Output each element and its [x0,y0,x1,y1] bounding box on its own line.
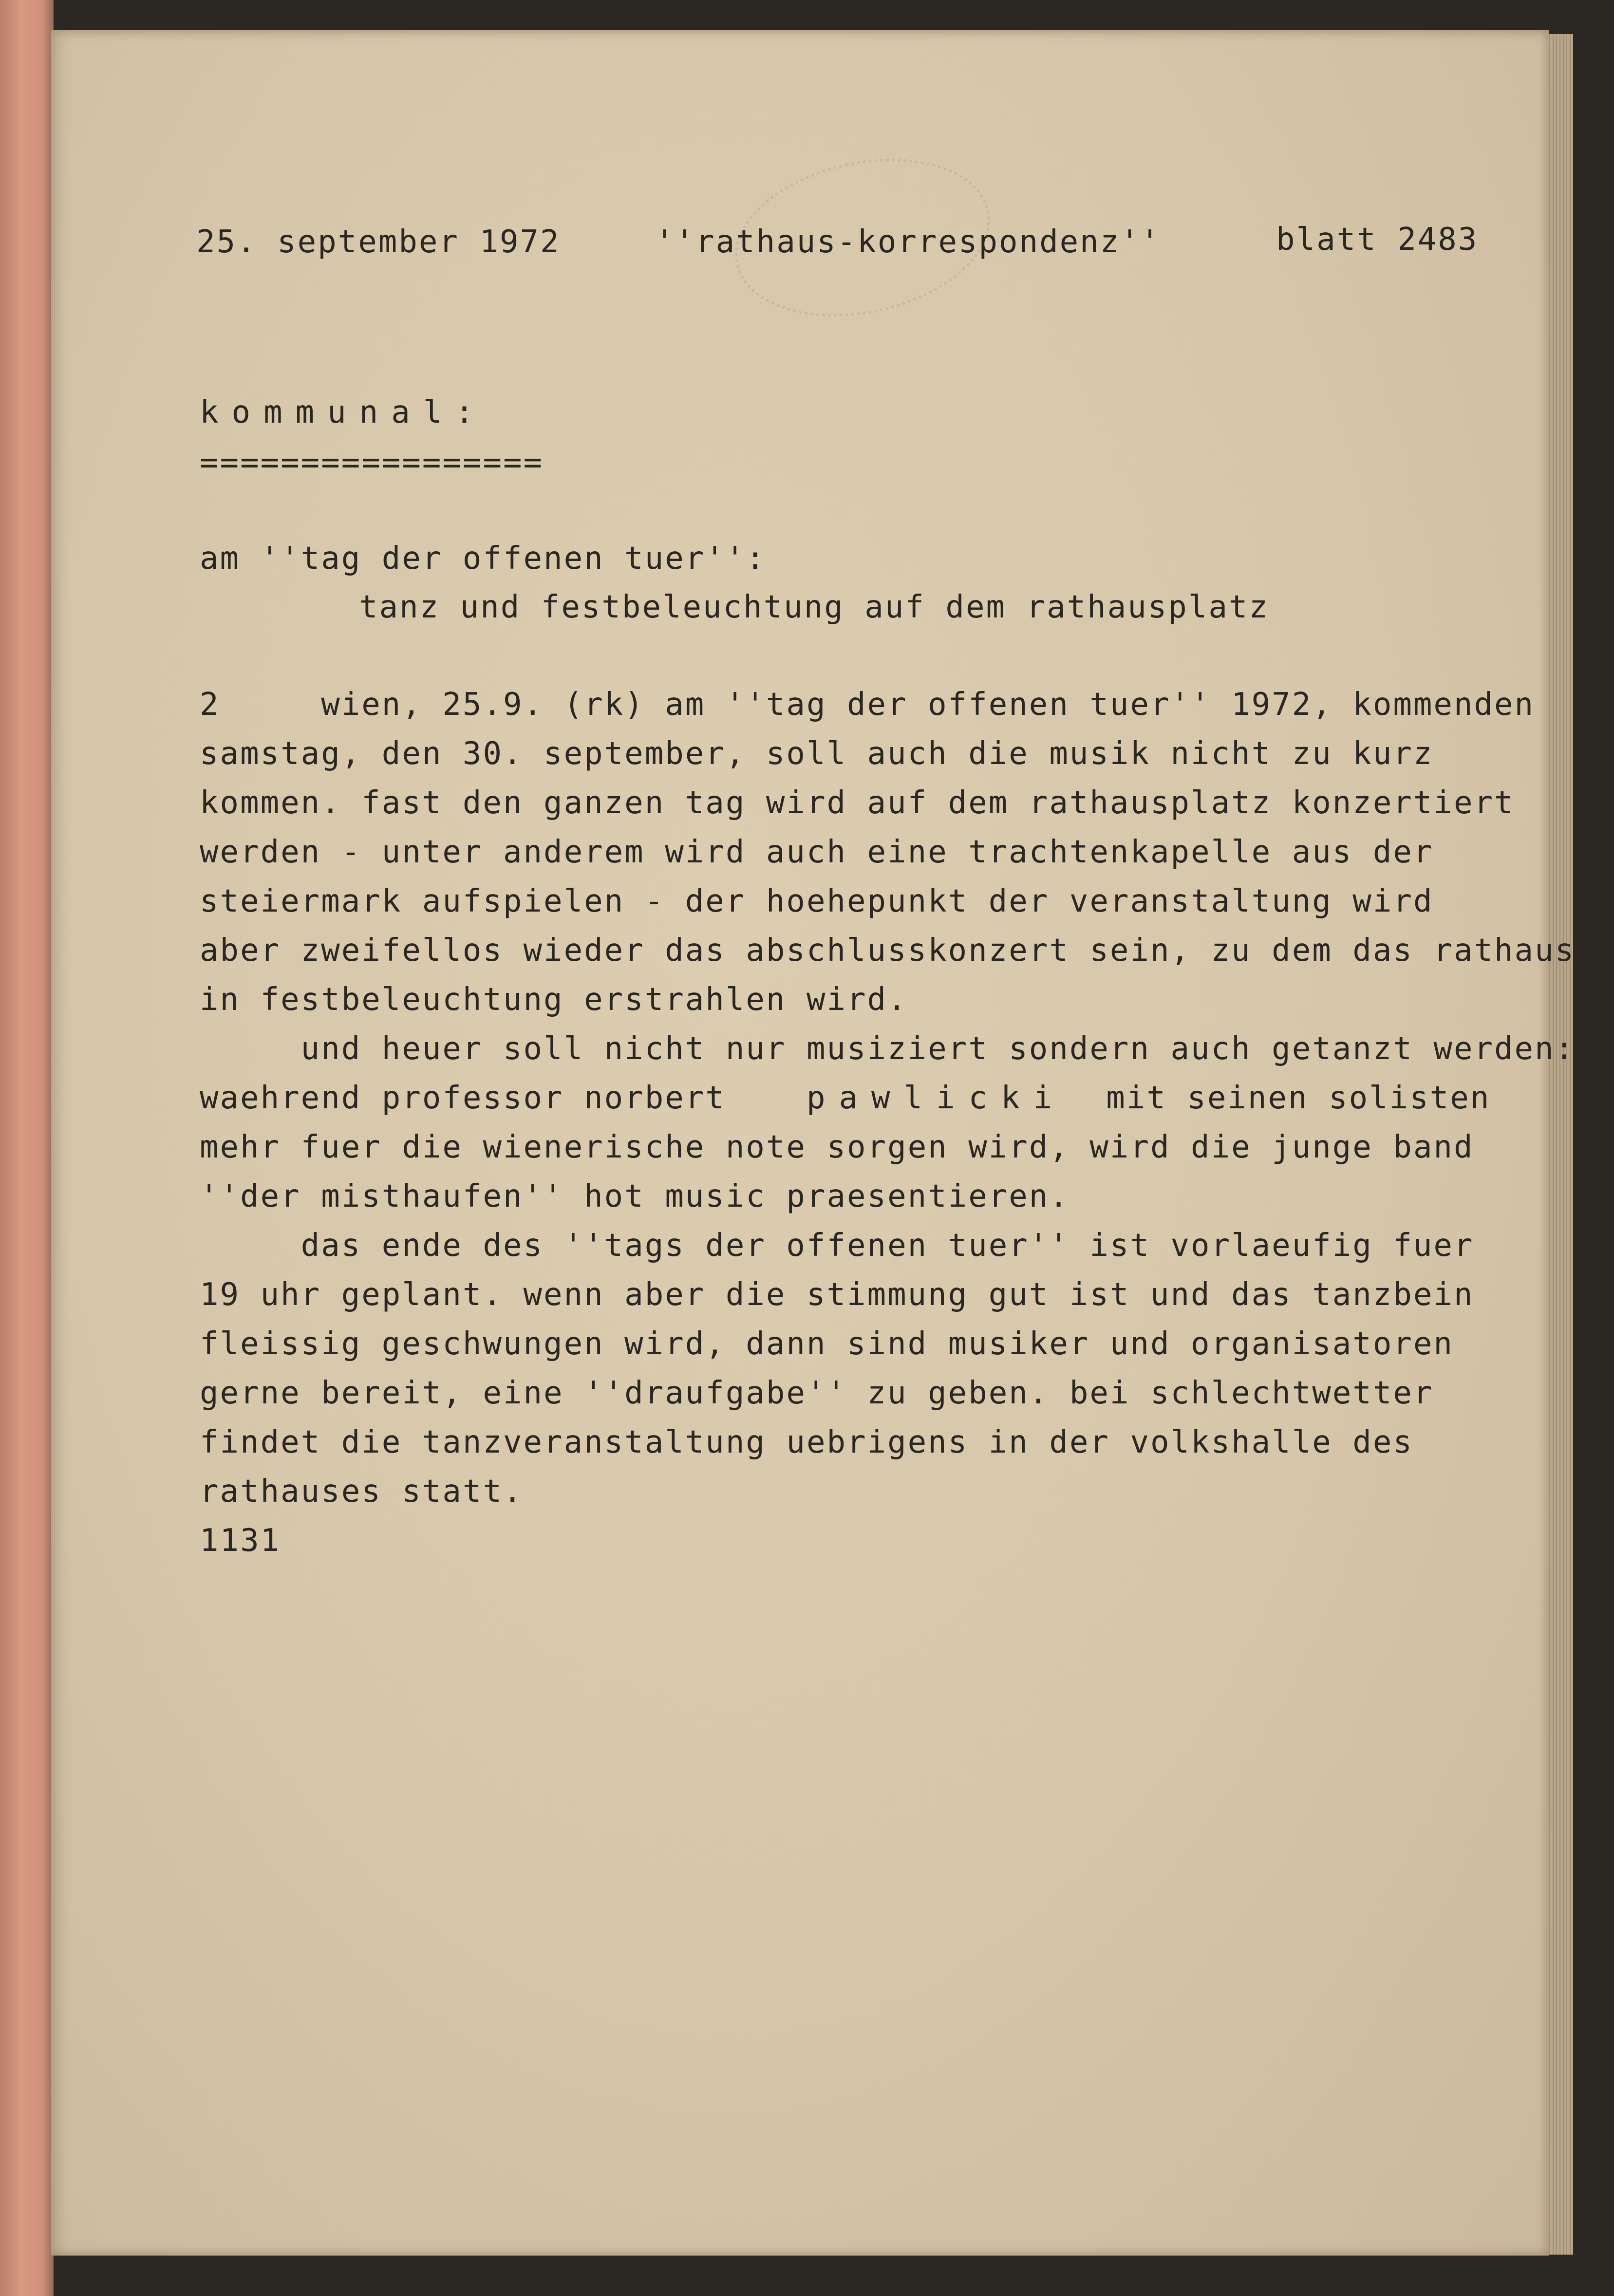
body-line: 19 uhr geplant. wenn aber die stimmung gut ist und das tanzbein [200,1277,1474,1313]
body-line: und heuer soll nicht nur musiziert sondern auch getanzt werden: [200,1031,1576,1067]
body-line: das ende des ''tags der offenen tuer'' ist vorlaeufig fuer [200,1228,1474,1264]
body-line-tail: mit seinen solisten [1106,1080,1491,1116]
headline-line-2: tanz und festbeleuchtung auf dem rathausplatz [359,589,1269,625]
body-line: aber zweifellos wieder das abschlusskonzert sein, zu dem das rathaus [200,933,1576,969]
body-line: mehr fuer die wienerische note sorgen wird, wird die junge band [200,1129,1474,1165]
body-line-with-name [200,1074,1575,1123]
body-line: 2 wien, 25.9. (rk) am ''tag der offenen tuer'' 1972, kommenden [200,687,1535,723]
spaced-name: pawlicki [806,1080,1066,1116]
body-line: kommen. fast den ganzen tag wird auf dem rathausplatz konzertiert [200,785,1515,821]
header-date: 25. september 1972 [196,224,561,260]
body-line: fleissig geschwungen wird, dann sind musiker und organisatoren [200,1326,1454,1362]
book-binding [0,0,54,2296]
body-line: findet die tanzveranstaltung uebrigens in der volkshalle des [200,1424,1413,1460]
body-line: in festbeleuchtung erstrahlen wird. [200,982,908,1018]
sheet-number: blatt 2483 [1276,222,1479,258]
section-underline: ================= [200,445,544,481]
body-line: gerne bereit, eine ''draufgabe'' zu geben. bei schlechtwetter [200,1375,1434,1411]
body-line: rathauses statt. [200,1474,524,1510]
header-title: ''rathaus-korrespondenz'' [655,224,1161,260]
body-line-start: waehrend professor norbert [200,1080,726,1116]
body-line: werden - unter anderem wird auch eine trachtenkapelle aus der [200,834,1434,870]
body-line: ''der misthaufen'' hot music praesentieren. [200,1178,1070,1214]
headline-line-1: am ''tag der offenen tuer'': [200,541,766,577]
article-body [200,680,1575,1566]
body-line: samstag, den 30. september, soll auch die musik nicht zu kurz [200,736,1434,772]
body-line: steiermark aufspielen - der hoehepunkt der veranstaltung wird [200,883,1434,919]
typewritten-page [51,30,1576,2256]
document-number: 1131 [200,1523,281,1559]
section-title: kommunal: [200,394,487,430]
